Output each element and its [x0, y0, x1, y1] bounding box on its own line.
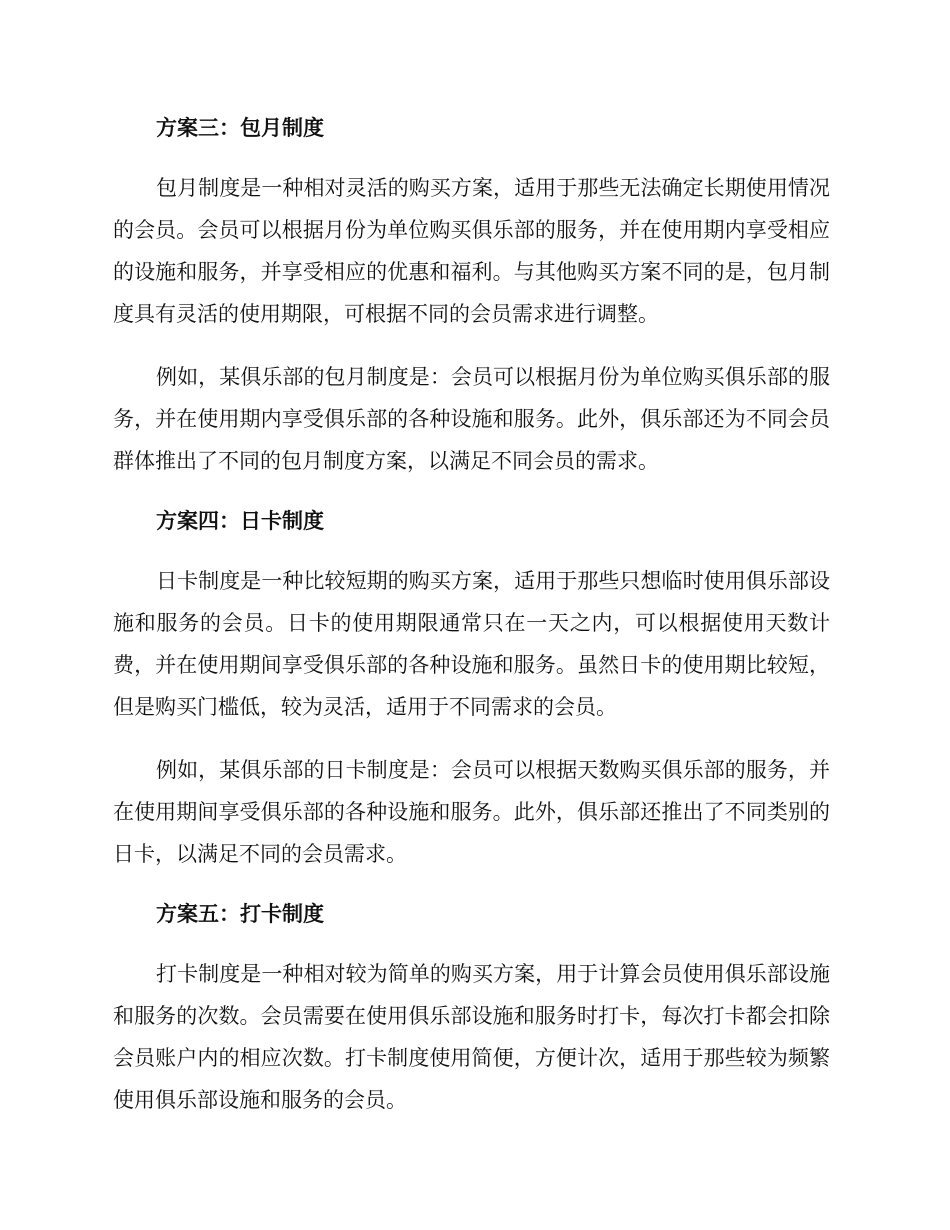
paragraph-plan-4-description: 日卡制度是一种比较短期的购买方案，适用于那些只想临时使用俱乐部设施和服务的会员。日卡的使用期限通常只在一天之内，可以根据使用天数计费，并在使用期间享受俱乐部的各种设施和服务。虽然日卡的使用期比较短，但是购买门槛低，较为灵活，适用于不同需求的会员。 — [113, 569, 830, 719]
section-heading-plan-4: 方案四：日卡制度 — [156, 508, 324, 533]
document-page — [113, 106, 830, 1121]
section-heading-plan-5: 方案五：打卡制度 — [156, 901, 324, 926]
paragraph-plan-3-description: 包月制度是一种相对灵活的购买方案，适用于那些无法确定长期使用情况的会员。会员可以根据月份为单位购买俱乐部的服务，并在使用期内享受相应的设施和服务，并享受相应的优惠和福利。与其他购买方案不同的是，包月制度具有灵活的使用期限，可根据不同的会员需求进行调整。 — [113, 176, 830, 326]
paragraph-plan-5-description: 打卡制度是一种相对较为简单的购买方案，用于计算会员使用俱乐部设施和服务的次数。会员需要在使用俱乐部设施和服务时打卡，每次打卡都会扣除会员账户内的相应次数。打卡制度使用简便，方便计次，适用于那些较为频繁使用俱乐部设施和服务的会员。 — [113, 962, 830, 1112]
paragraph-plan-4-example: 例如，某俱乐部的日卡制度是：会员可以根据天数购买俱乐部的服务，并在使用期间享受俱乐部的各种设施和服务。此外，俱乐部还推出了不同类别的日卡，以满足不同的会员需求。 — [113, 758, 830, 866]
section-heading-plan-3: 方案三：包月制度 — [156, 115, 324, 140]
paragraph-plan-3-example: 例如，某俱乐部的包月制度是：会员可以根据月份为单位购买俱乐部的服务，并在使用期内享受俱乐部的各种设施和服务。此外，俱乐部还为不同会员群体推出了不同的包月制度方案，以满足不同会员的需求。 — [113, 365, 830, 473]
